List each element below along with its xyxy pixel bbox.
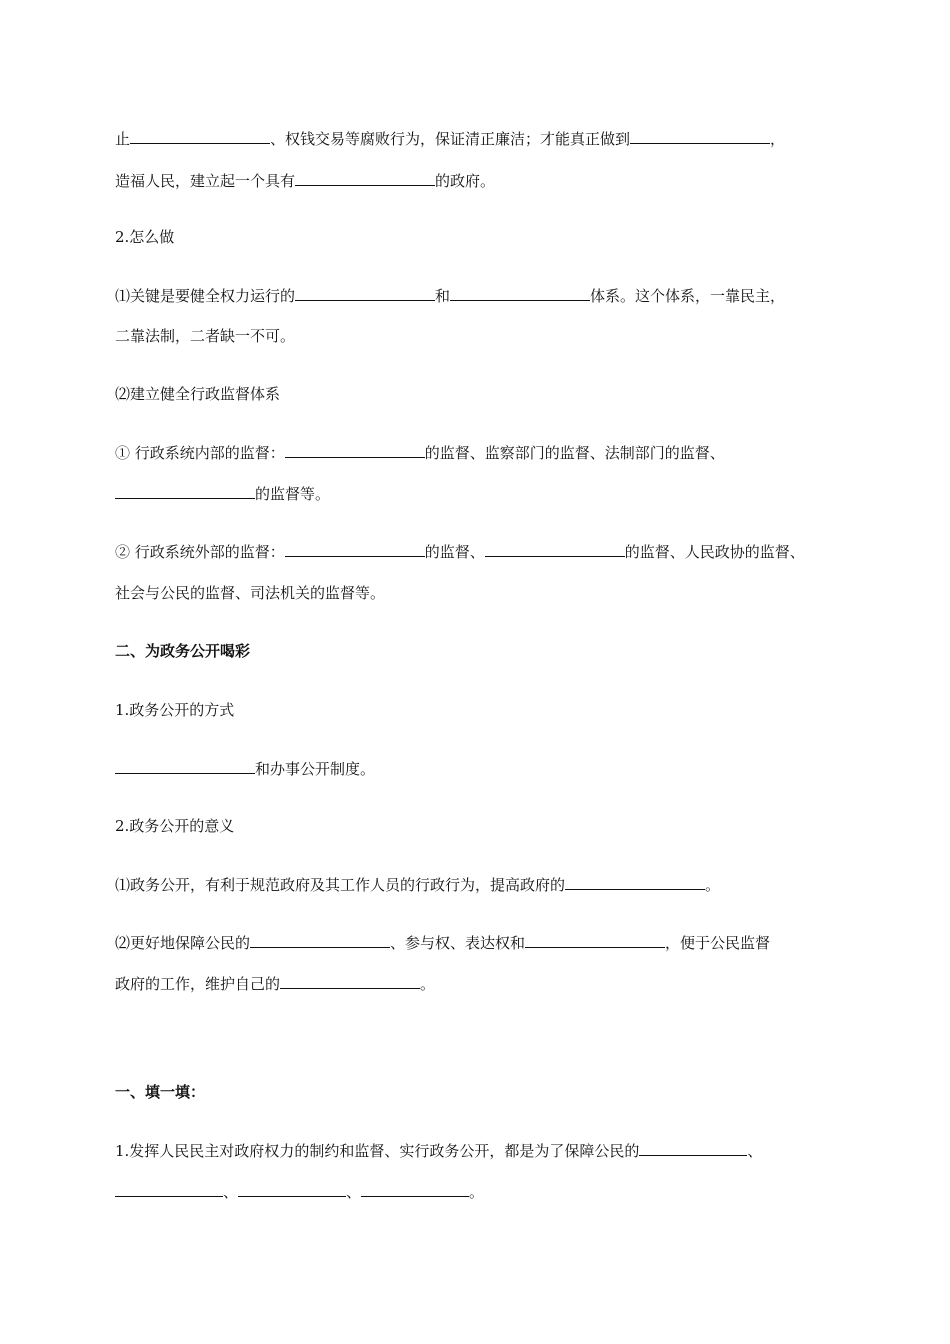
answer-blank[interactable]: [295, 170, 435, 186]
text-line: [115, 973, 435, 994]
text-line: [115, 1181, 484, 1202]
text: 1.发挥人民民主对政府权力的制约和监督、实行政务公开，都是为了保障公民的: [115, 1142, 640, 1160]
text-line: [115, 932, 770, 953]
text: 造福人民，建立起一个具有: [115, 172, 296, 190]
text: 二、为政务公开喝彩: [115, 642, 251, 660]
text: 、: [223, 1183, 239, 1201]
section-heading: [115, 641, 250, 661]
answer-blank[interactable]: [115, 758, 255, 774]
text: ① 行政系统内部的监督：: [115, 444, 285, 462]
text: 。: [705, 876, 721, 894]
answer-blank[interactable]: [485, 541, 625, 557]
answer-blank[interactable]: [630, 128, 770, 144]
text-line: [115, 170, 495, 191]
text-line: [115, 384, 280, 404]
answer-blank[interactable]: [115, 1181, 223, 1197]
text: 的监督等。: [255, 485, 331, 503]
text: 体系。这个体系，一靠民主，: [590, 287, 786, 305]
text: 止: [115, 130, 131, 148]
answer-blank[interactable]: [130, 128, 270, 144]
text: ，便于公民监督: [665, 934, 771, 952]
answer-blank[interactable]: [285, 541, 425, 557]
text-line: [115, 483, 330, 504]
text: 、: [346, 1183, 362, 1201]
answer-blank[interactable]: [238, 1181, 346, 1197]
text: 和: [435, 287, 451, 305]
text: ，: [770, 130, 786, 148]
answer-blank[interactable]: [450, 285, 590, 301]
answer-blank[interactable]: [525, 932, 665, 948]
answer-blank[interactable]: [361, 1181, 469, 1197]
text: 二靠法制，二者缺一不可。: [115, 327, 296, 345]
answer-blank[interactable]: [250, 932, 390, 948]
text-line: [115, 128, 785, 149]
text-line: [115, 541, 805, 562]
text: 2.政务公开的意义: [115, 817, 235, 835]
answer-blank[interactable]: [280, 973, 420, 989]
section-subheading: [115, 816, 234, 836]
text: ⑵建立健全行政监督体系: [115, 385, 281, 403]
text: 2.怎么做: [115, 228, 175, 246]
text: ⑴政务公开，有利于规范政府及其工作人员的行政行为，提高政府的: [115, 876, 566, 894]
text-line: [115, 758, 375, 779]
text-line: [115, 326, 295, 346]
answer-blank[interactable]: [639, 1140, 747, 1156]
text: 的监督、人民政协的监督、: [624, 543, 805, 561]
section-subheading: [115, 227, 174, 247]
text: 。: [469, 1183, 485, 1201]
text: 、参与权、表达权和: [390, 934, 526, 952]
answer-blank[interactable]: [285, 442, 425, 458]
text: 政府的工作，维护自己的: [115, 975, 281, 993]
text: 、权钱交易等腐败行为，保证清正廉洁；才能真正做到: [270, 130, 631, 148]
text: 的监督、: [424, 543, 485, 561]
text: ⑴关键是要健全权力运行的: [115, 287, 296, 305]
text-line: [115, 583, 385, 603]
answer-blank[interactable]: [565, 874, 705, 890]
text: 和办事公开制度。: [255, 760, 376, 778]
text: 的政府。: [435, 172, 496, 190]
text: ⑵更好地保障公民的: [115, 934, 251, 952]
answer-blank[interactable]: [115, 483, 255, 499]
text: ② 行政系统外部的监督：: [115, 543, 285, 561]
text-line: [115, 285, 785, 306]
text: 、: [747, 1142, 763, 1160]
text: 。: [420, 975, 436, 993]
text: 1.政务公开的方式: [115, 701, 235, 719]
text: 一、填一填：: [115, 1083, 206, 1101]
exercise-heading: [115, 1082, 205, 1102]
section-subheading: [115, 700, 234, 720]
text-line: [115, 442, 725, 463]
text-line: [115, 1140, 762, 1161]
text: 的监督、监察部门的监督、法制部门的监督、: [424, 444, 725, 462]
text-line: [115, 874, 720, 895]
answer-blank[interactable]: [295, 285, 435, 301]
text: 社会与公民的监督、司法机关的监督等。: [115, 584, 386, 602]
